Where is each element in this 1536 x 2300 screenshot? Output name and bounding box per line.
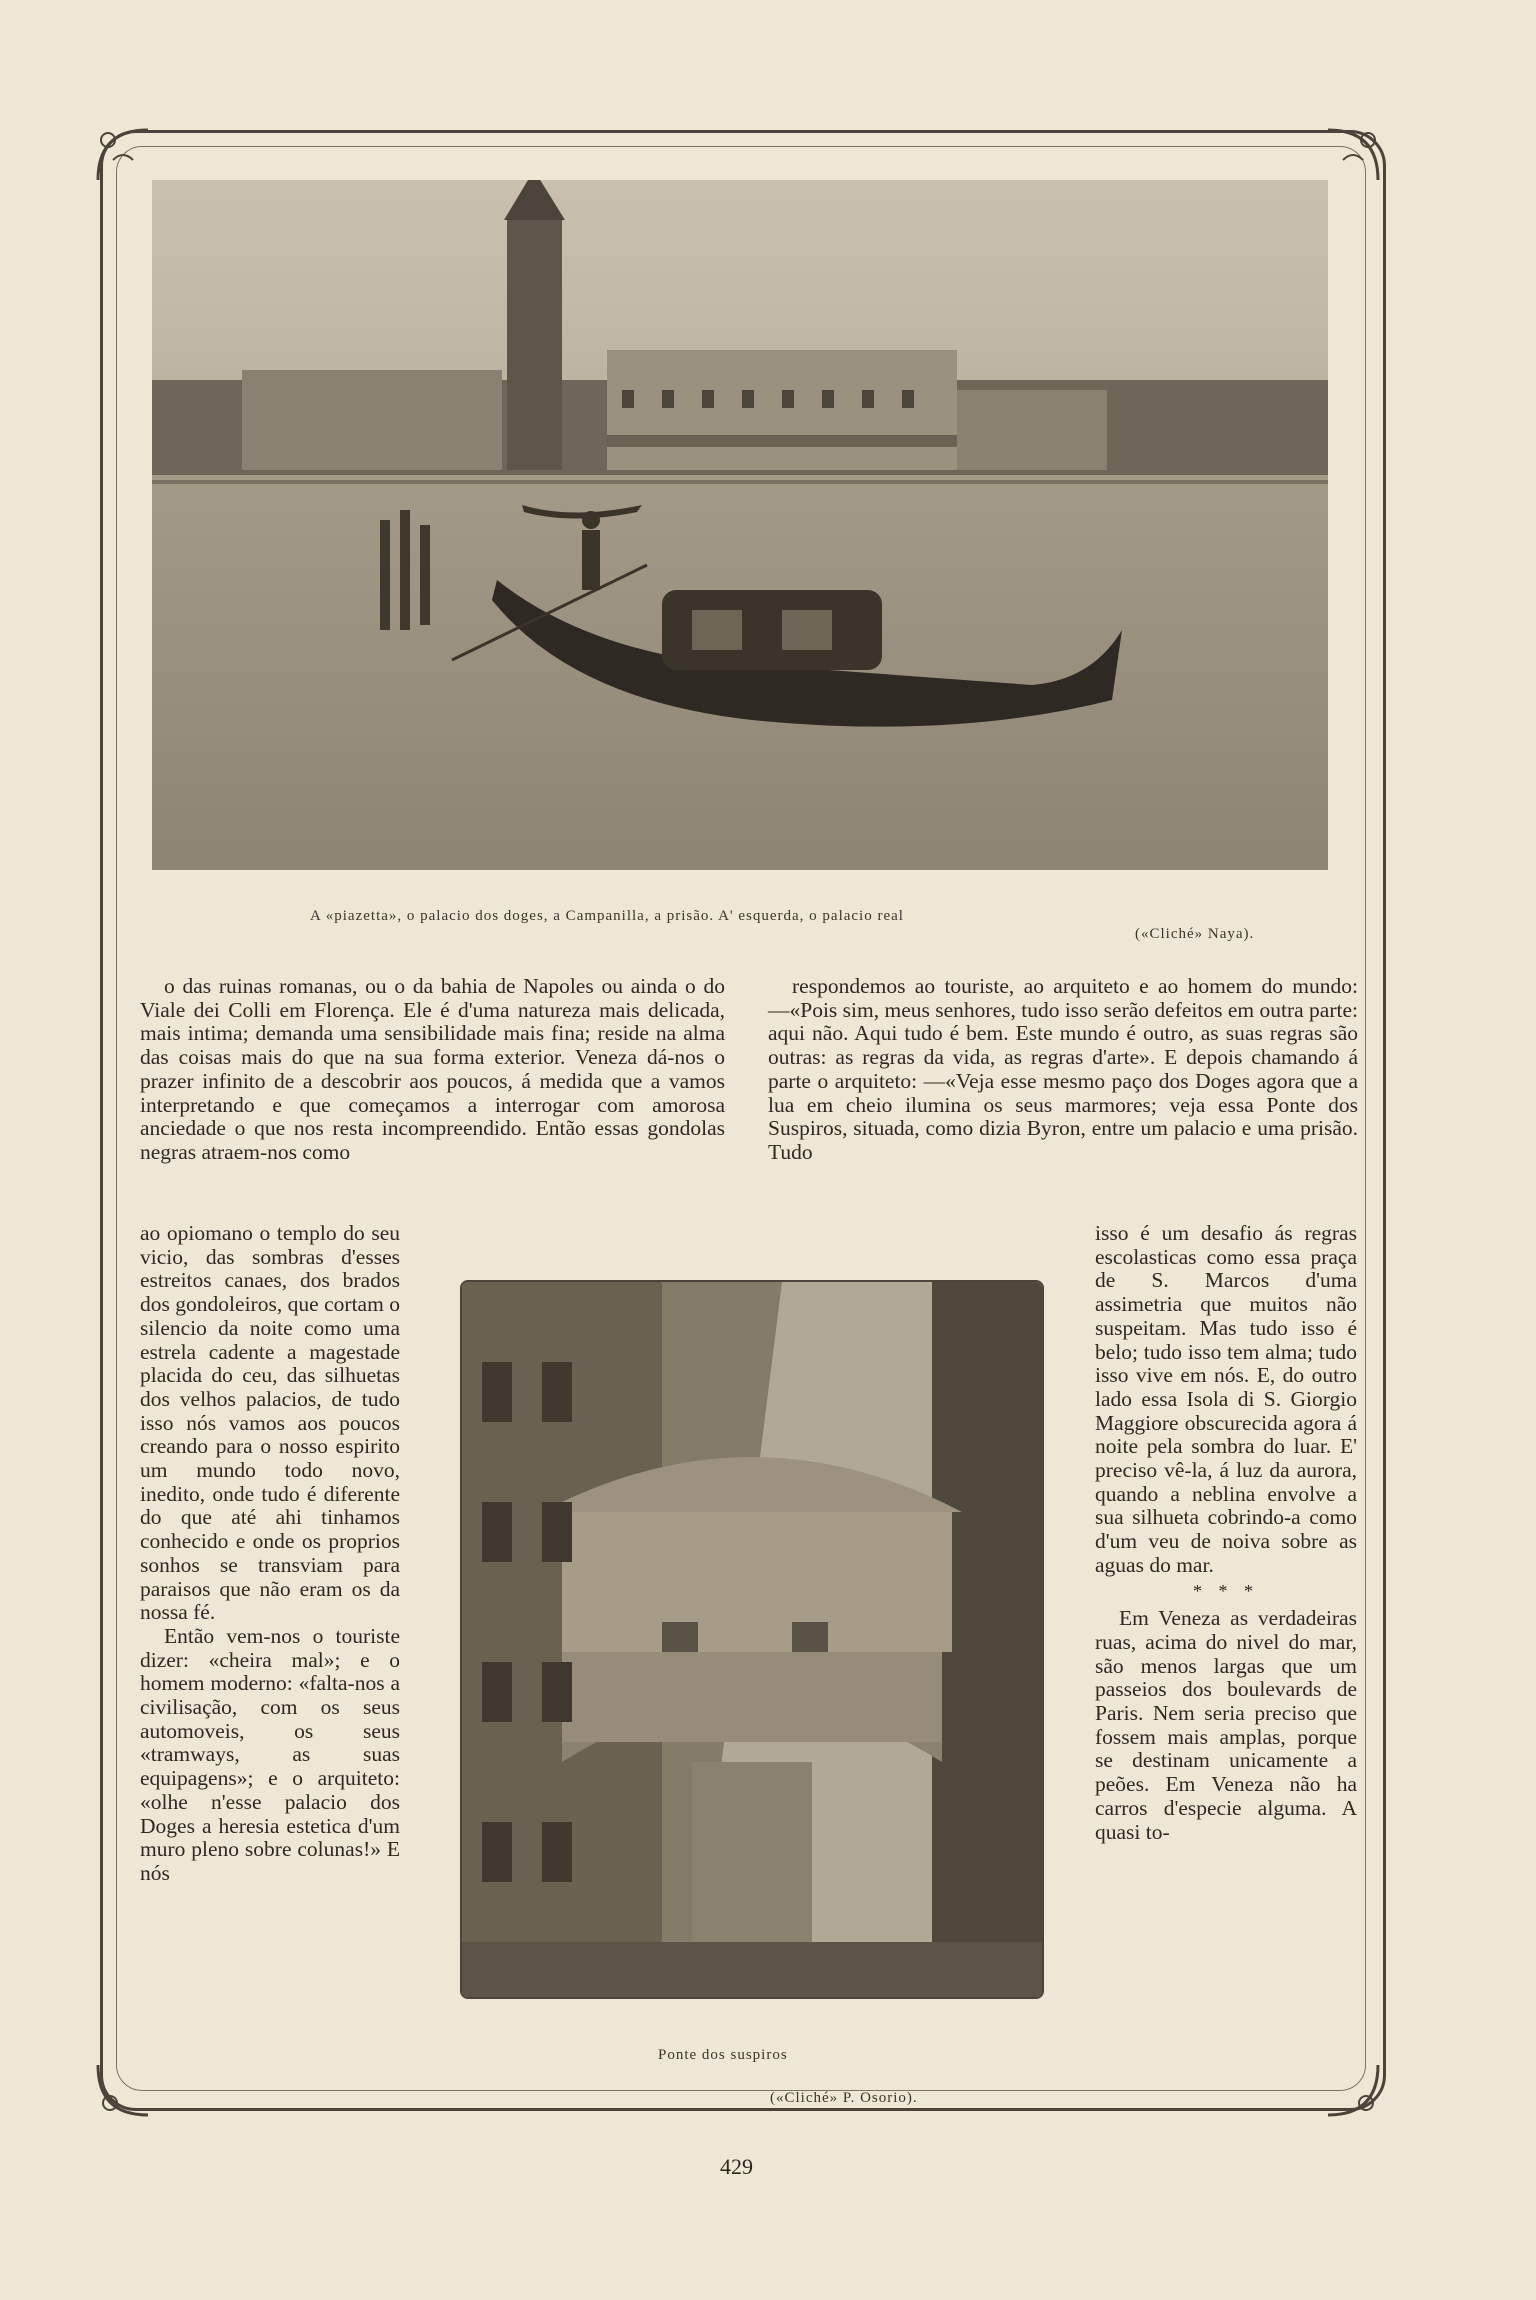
- page-number: 429: [720, 2154, 753, 2179]
- paragraph: Em Veneza as verdadeiras ruas, acima do nivel do mar, são menos largas que um passeios dos boulevards de Paris. Nem seria preciso que fossem mais amplas, porque se destinam unicamente a peões. Em Veneza não ha carros d'especie alguma. A quasi to-: [1095, 1606, 1357, 1844]
- paragraph: ao opiomano o templo do seu vicio, das sombras d'esses estreitos canaes, dos brados dos gondoleiros, que cortam o silencio da noite como uma estrela cadente a magestade placida do ceu, das silhuetas dos velhos palacios, de tudo isso nós vamos aos poucos creando para o nosso espirito um mundo todo novo, inedito, onde tudo é diferente do que até ahi tinhamos conhecido e onde os proprios sonhos se transviam para paraisos que não eram os da nossa fé.: [140, 1221, 400, 1625]
- article-column-right-top: [768, 975, 1358, 1165]
- top-photo-credit: («Cliché» Naya).: [1135, 926, 1255, 942]
- corner-ornament-icon: [1318, 2055, 1388, 2125]
- article-column-right-narrow: [1095, 1222, 1357, 1844]
- corner-ornament-icon: [88, 2055, 158, 2125]
- corner-ornament-icon: [88, 120, 158, 190]
- top-photo-caption: A «piazetta», o palacio dos doges, a Campanilla, a prisão. A' esquerda, o palacio real: [310, 908, 904, 924]
- article-column-left-narrow: [140, 1222, 400, 1886]
- article-column-left-top: [140, 975, 725, 1165]
- paragraph: o das ruinas romanas, ou o da bahia de Napoles ou ainda o do Viale dei Colli em Florença. Ele é d'uma natureza mais delicada, mais intima; demanda uma sensibilidade mais fina; reside na alma das coisas mais do que na sua forma exterior. Veneza dá-nos o prazer infinito de a descobrir aos poucos, á medida que a vamos interpretando e que começamos a interrogar com amorosa anciedade o que nos resta incompreendido. Então essas gondolas negras atraem-nos como: [140, 974, 725, 1164]
- bridge-of-sighs-photo: [460, 1280, 1044, 1999]
- corner-ornament-icon: [1318, 120, 1388, 190]
- section-break-asterisks: * * *: [1193, 1580, 1259, 1601]
- paragraph: Então vem-nos o touriste dizer: «cheira mal»; e o homem moderno: «falta-nos a civilisação, com os seus automoveis, os seus «tramways, as suas equipagens»; e o arquiteto: «olhe n'esse palacio dos Doges a heresia estetica d'um muro pleno sobre colunas!» E nós: [140, 1623, 400, 1885]
- bridge-photo-credit: («Cliché» P. Osorio).: [770, 2090, 918, 2106]
- bridge-photo-caption: Ponte dos suspiros: [658, 2047, 788, 2063]
- paragraph: isso é um desafio ás regras escolasticas como essa praça de S. Marcos d'uma assimetria que muitos não suspeitam. Mas tudo isso é belo; tudo isso tem alma; tudo isso vive em nós. E, do outro lado essa Isola di S. Giorgio Maggiore obscurecida agora á noite pela sombra do luar. E' preciso vê-la, á luz da aurora, quando a neblina envolve a sua silhueta cobrindo-a como d'um veu de noiva sobre as aguas do mar.: [1095, 1221, 1357, 1577]
- piazzetta-photo: [152, 180, 1328, 870]
- paragraph: respondemos ao touriste, ao arquiteto e ao homem do mundo:—«Pois sim, meus senhores, tudo isso serão defeitos em outra parte: aqui não. Aqui tudo é bem. Este mundo é outro, as suas regras são outras: as regras da vida, as regras d'arte». E depois chamando á parte o arquiteto: —«Veja esse mesmo paço dos Doges agora que a lua em cheio ilumina os seus marmores; veja essa Ponte dos Suspiros, situada, como dizia Byron, entre um palacio e uma prisão. Tudo: [768, 974, 1358, 1164]
